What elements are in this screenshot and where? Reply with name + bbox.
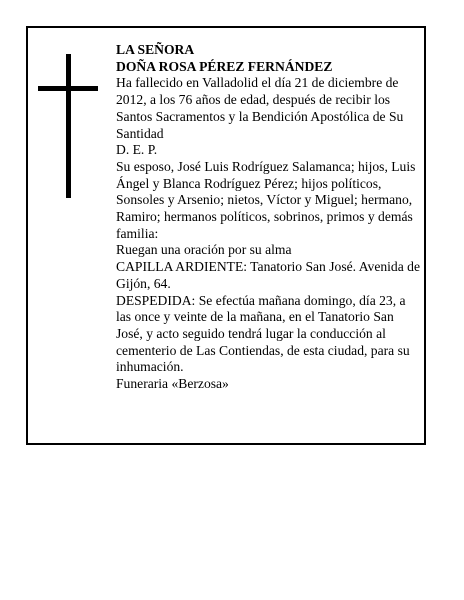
family-list: Su esposo, José Luis Rodríguez Salamanca; hijos, Luis Ángel y Blanca Rodríguez Pérez; hijos políticos, Sonsoles y Arsenio; nietos, Víctor y Miguel; hermano, Ramiro; hermanos políticos, sobrinos, primos y demás familia: [116,158,416,241]
chapel-info: CAPILLA ARDIENTE: Tanatorio San José. Avenida de Gijón, 64. [116,259,420,291]
notice-heading: LA SEÑORA [116,42,195,57]
notice-text [116,42,420,393]
prayer-request: Ruegan una oración por su alma [116,242,292,258]
funeral-home: Funeraria «Berzosa» [116,376,229,392]
obituary-notice [26,26,426,445]
cross-vertical-bar [66,54,71,198]
death-announcement: Ha fallecido en Valladolid el día 21 de diciembre de 2012, a los 76 años de edad, después de recibir los Santos Sacramentos y la Bendición Apostólica de Su Santidad [116,75,404,141]
cross-icon [38,54,98,198]
cross-horizontal-bar [38,86,98,91]
rest-in-peace: D. E. P. [116,142,158,158]
farewell-info: DESPEDIDA: Se efectúa mañana domingo, día 23, a las once y veinte de la mañana, en el Tanatorio San José, y acto seguido tendrá lugar la conducción al cementerio de Las Contiendas, de esta ciudad, para su inhumación. [116,292,410,375]
deceased-name: DOÑA ROSA PÉREZ FERNÁNDEZ [116,58,333,74]
